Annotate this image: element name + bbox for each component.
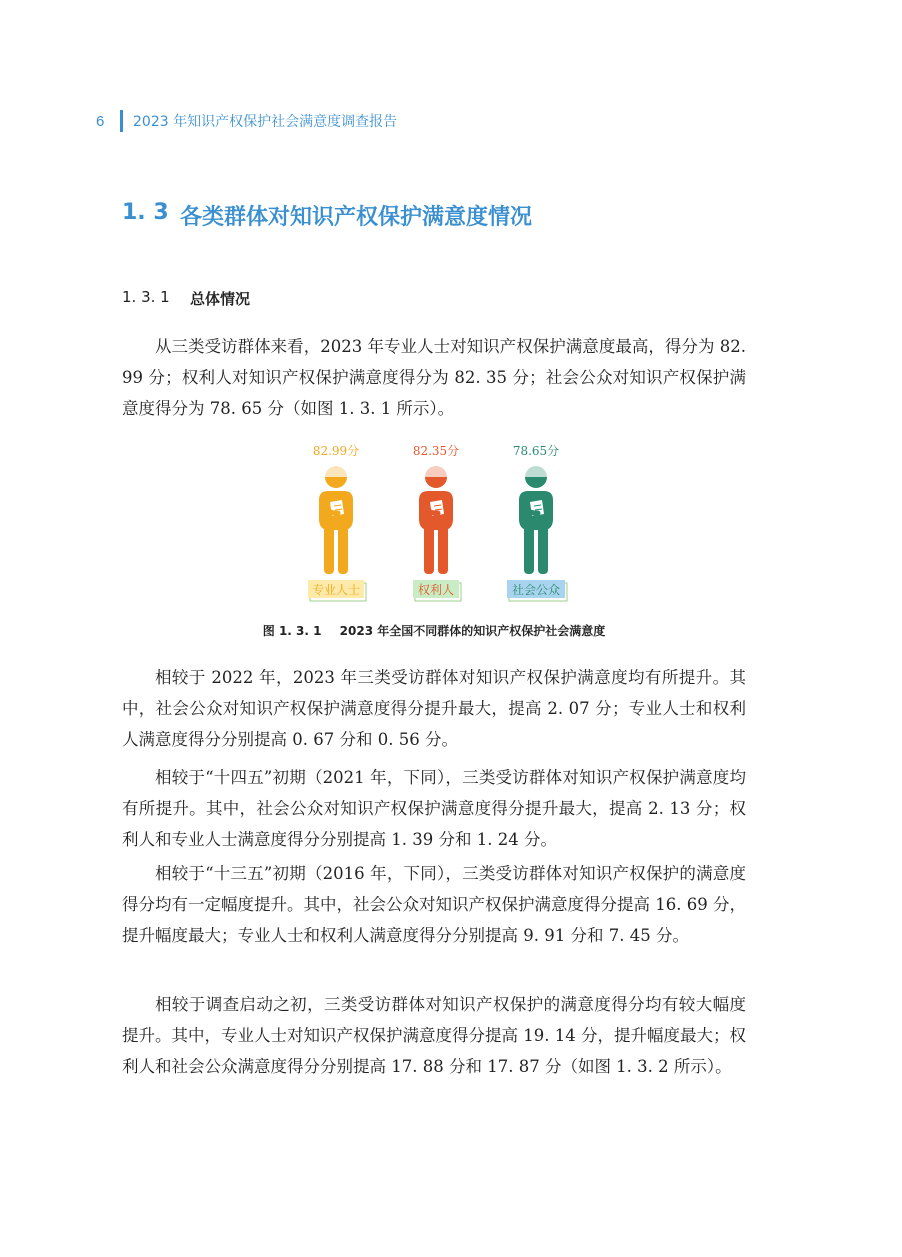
category-label: 专业人士 bbox=[311, 583, 361, 597]
value-label: 78.65分 bbox=[512, 444, 560, 458]
page-number: 6 bbox=[96, 112, 105, 130]
value-label: 82.99分 bbox=[312, 444, 360, 458]
pictogram-chart bbox=[300, 440, 580, 610]
paragraph: 相较于 2022 年，2023 年三类受访群体对知识产权保护满意度均有所提升。其中，社会公众对知识产权保护满意度得分提升最大，提高 2. 07 分；专业人士和权利人满意度得分分别提高 0. 67 分和 0. 56 分。 bbox=[122, 668, 746, 749]
caption-title: 2023 年全国不同群体的知识产权保护社会满意度 bbox=[339, 624, 606, 638]
head-lower bbox=[525, 477, 547, 488]
paragraph: 相较于“十四五”初期（2021 年，下同），三类受访群体对知识产权保护满意度均有所提升。其中，社会公众对知识产权保护满意度得分提升最大，提高 2. 13 分；权利人和专业人士满意度得分分别提高 1. 39 分和 1. 24 分。 bbox=[122, 768, 746, 849]
header-title: 2023 年知识产权保护社会满意度调查报告 bbox=[133, 114, 398, 130]
subsection-heading bbox=[122, 288, 250, 309]
section-number: 1. 3 bbox=[122, 200, 169, 225]
left-leg bbox=[524, 526, 534, 574]
left-leg bbox=[424, 526, 434, 574]
paragraph: 相较于调查启动之初，三类受访群体对知识产权保护的满意度得分均有较大幅度提升。其中，专业人士对知识产权保护满意度得分提高 19. 14 分，提升幅度最大；权利人和社会公众满意度得分分别提高 17. 88 分和 17. 87 分（如图 1. 3. 2 所示）。 bbox=[122, 995, 746, 1076]
left-leg bbox=[324, 526, 334, 574]
person-figure-1 bbox=[308, 443, 366, 601]
head-lower bbox=[325, 477, 347, 488]
person-figure-2 bbox=[413, 443, 461, 601]
category-label: 权利人 bbox=[417, 583, 455, 597]
right-leg bbox=[438, 526, 448, 574]
category-label: 社会公众 bbox=[511, 583, 561, 597]
head-lower bbox=[425, 477, 447, 488]
figure-caption bbox=[122, 622, 746, 639]
subsection-title: 总体情况 bbox=[190, 290, 251, 308]
value-label: 82.35分 bbox=[412, 444, 460, 458]
right-leg bbox=[538, 526, 548, 574]
paragraph: 相较于“十三五”初期（2016 年，下同），三类受访群体对知识产权保护的满意度得分均有一定幅度提升。其中，社会公众对知识产权保护满意度得分提高 16. 69 分，提升幅度最大；专业人士和权利人满意度得分分别提高 9. 91 分和 7. 45 分。 bbox=[122, 864, 746, 945]
section-title: 各类群体对知识产权保护满意度情况 bbox=[180, 205, 533, 230]
section-heading bbox=[122, 200, 532, 231]
page-header bbox=[96, 108, 397, 134]
paragraph: 从三类受访群体来看，2023 年专业人士对知识产权保护满意度最高，得分为 82. 99 分；权利人对知识产权保护满意度得分为 82. 35 分；社会公众对知识产权保护满意度得分为 78. 65 分（如图 1. 3. 1 所示）。 bbox=[122, 337, 746, 418]
header-divider bbox=[120, 110, 123, 132]
caption-number: 图 1. 3. 1 bbox=[262, 624, 322, 638]
right-leg bbox=[338, 526, 348, 574]
person-figure-3 bbox=[507, 443, 567, 601]
figure-pictogram bbox=[300, 440, 580, 610]
subsection-number: 1. 3. 1 bbox=[122, 288, 170, 306]
